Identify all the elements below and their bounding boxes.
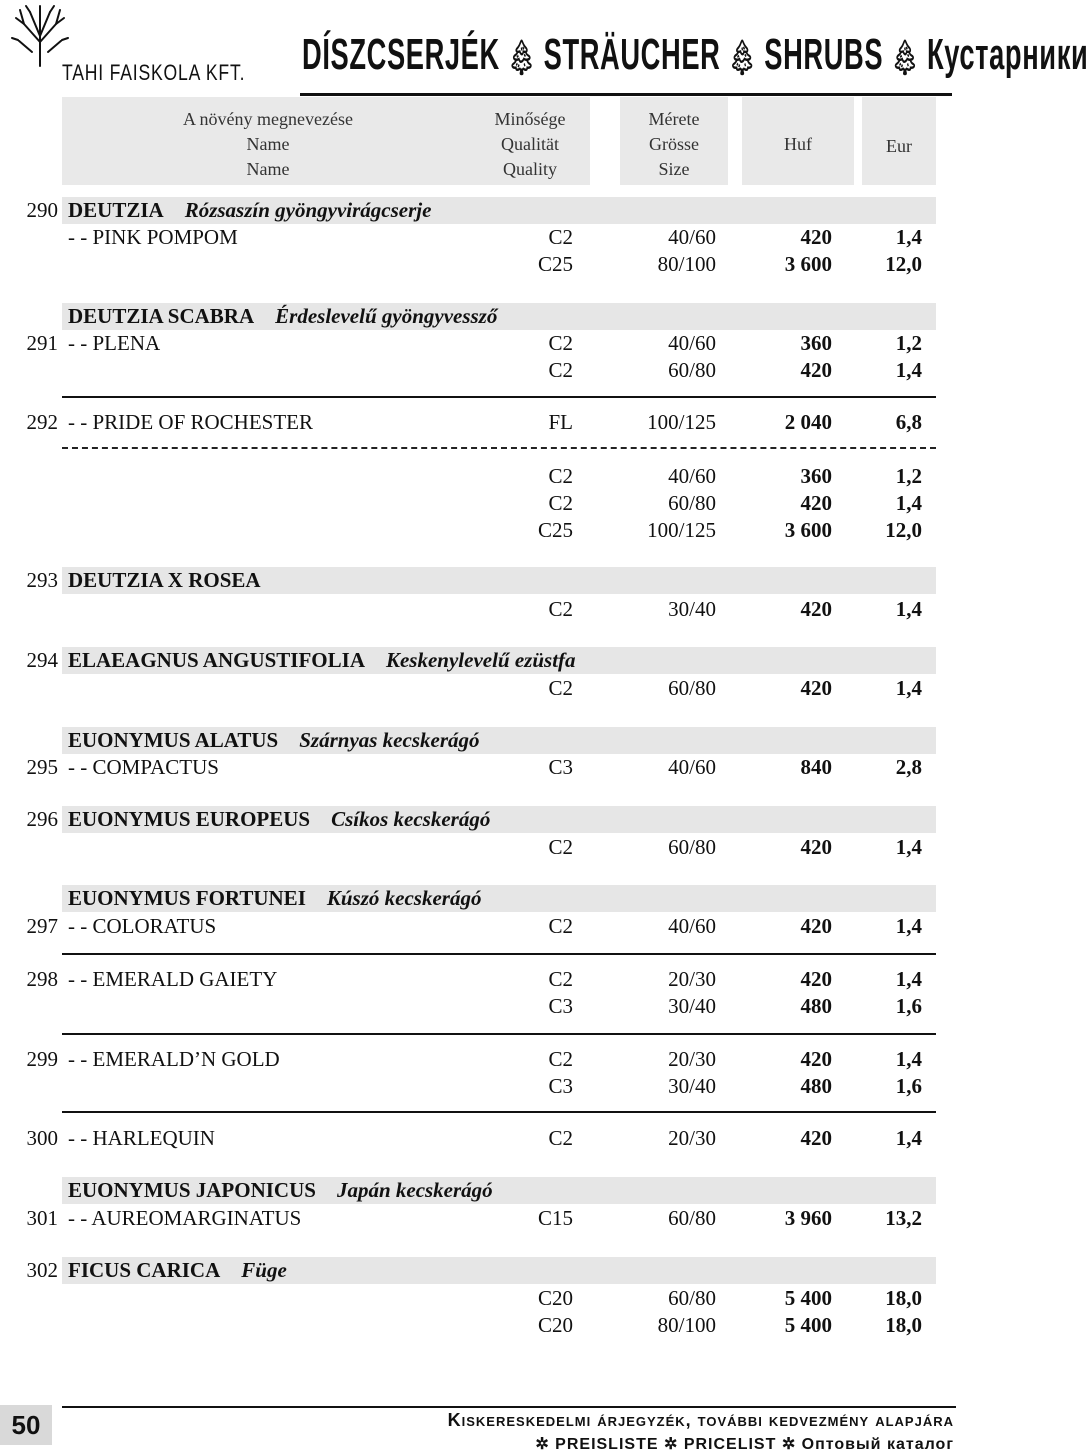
header-name-hu: A növény megnevezése [183,109,353,129]
latin-name: DEUTZIA X ROSEA [68,568,261,592]
footer-rule [62,1406,956,1408]
size-cell: 40/60 [668,464,716,488]
title-rule [300,93,952,96]
price-huf-cell: 480 [800,1074,832,1098]
size-cell: 40/60 [668,225,716,249]
plant-name [68,727,480,754]
table-row [0,330,960,357]
size-cell: 60/80 [668,1286,716,1310]
size-cell: 60/80 [668,1206,716,1230]
title-en: SHRUBS [764,30,884,79]
table-row [0,913,960,940]
quality-cell: FL [548,410,573,434]
title-de: STRÄUCHER [543,30,721,79]
table-row [0,1285,960,1312]
brand-name: TAHI FAISKOLA KFT. [62,60,246,85]
plant-name [68,647,576,674]
cultivar-name: - - COLORATUS [68,914,217,938]
price-huf-cell: 420 [800,491,832,515]
size-cell: 60/80 [668,676,716,700]
plant-name [68,1177,493,1204]
header-quality-hu: Minősége [494,109,566,129]
quality-cell: C2 [548,914,573,938]
quality-cell: C2 [548,676,573,700]
quality-cell: C2 [548,1126,573,1150]
latin-name: EUONYMUS EUROPEUS [68,807,311,831]
title-hu: DÍSZCSERJÉK [302,30,500,79]
page-number: 50 [11,1410,41,1440]
cultivar-name: - - COMPACTUS [68,755,219,779]
quality-cell: C2 [548,491,573,515]
cultivar-name: - - PLENA [68,331,161,355]
price-eur-cell: 1,6 [895,994,922,1018]
cultivar-name: - - EMERALD GAIETY [68,967,278,991]
price-huf-cell: 420 [800,1126,832,1150]
size-cell: 40/60 [668,755,716,779]
quality-cell: C2 [548,464,573,488]
table-row [0,885,960,912]
hungarian-name: Füge [241,1258,287,1282]
table-row [0,1073,960,1100]
plant-name [68,303,497,330]
item-number: 291 [26,331,58,355]
item-number: 292 [26,410,58,434]
price-huf-cell: 420 [800,967,832,991]
header-size-de: Grösse [649,134,699,154]
tree-icon: 🌲︎ [891,39,919,77]
table-row [0,647,960,674]
table-row [0,596,960,623]
table-row [0,567,960,594]
item-number: 294 [26,648,58,672]
quality-cell: C2 [548,835,573,859]
size-cell: 80/100 [657,252,716,276]
latin-name: DEUTZIA [68,198,164,222]
item-number: 293 [26,568,58,592]
price-eur-cell: 1,4 [895,1047,922,1071]
column-header-eur: Eur [886,136,912,156]
price-huf-cell: 3 600 [784,252,832,276]
price-huf-cell: 420 [800,358,832,382]
price-huf-cell: 420 [800,676,832,700]
table-row [0,224,960,251]
plant-name [68,1257,287,1284]
quality-cell: C3 [548,994,573,1018]
column-header-name [62,107,474,182]
table-row [0,1312,960,1339]
table-row [0,409,960,436]
item-number: 298 [26,967,58,991]
row-divider [62,1111,936,1113]
size-cell: 60/80 [668,491,716,515]
hungarian-name: Rózsaszín gyöngyvirágcserje [184,198,432,222]
row-divider [62,1033,936,1035]
quality-cell: C25 [537,518,573,542]
catalog-title [302,30,1088,80]
tree-icon: 🌲︎ [728,39,757,77]
footer-line-2: ✲ PREISLISTE ✲ PRICELIST ✲ Оптовый каталог [535,1436,954,1453]
price-eur-cell: 1,4 [895,676,922,700]
item-number: 290 [26,198,58,222]
size-cell: 20/30 [668,967,716,991]
size-cell: 60/80 [668,358,716,382]
table-row [0,806,960,833]
price-eur-cell: 12,0 [885,252,922,276]
price-eur-cell: 1,4 [895,597,922,621]
table-row [0,1046,960,1073]
hungarian-name: Érdeslevelű gyöngyvessző [275,304,498,328]
table-row [0,490,960,517]
price-eur-cell: 18,0 [885,1286,922,1310]
price-eur-cell: 1,2 [895,331,922,355]
hungarian-name: Csíkos kecskerágó [331,807,491,831]
column-header-quality [470,107,590,182]
price-eur-cell: 1,4 [895,835,922,859]
price-eur-cell: 12,0 [885,518,922,542]
price-eur-cell: 18,0 [885,1313,922,1337]
price-eur-cell: 1,4 [895,491,922,515]
cultivar-name: - - EMERALD’N GOLD [68,1047,280,1071]
size-cell: 30/40 [668,597,716,621]
price-huf-cell: 420 [800,225,832,249]
table-row [0,517,960,544]
plant-name [68,806,490,833]
price-eur-cell: 2,8 [895,755,922,779]
price-eur-cell: 1,2 [895,464,922,488]
hungarian-name: Keskenylevelű ezüstfa [385,648,576,672]
latin-name: ELAEAGNUS ANGUSTIFOLIA [68,648,365,672]
header-name-de: Name [246,134,290,154]
item-number: 295 [26,755,58,779]
table-row [0,754,960,781]
size-cell: 40/60 [668,914,716,938]
price-huf-cell: 360 [800,464,832,488]
size-cell: 30/40 [668,1074,716,1098]
latin-name: DEUTZIA SCABRA [68,304,255,328]
table-row [0,197,960,224]
cultivar-name: - - PINK POMPOM [68,225,238,249]
quality-cell: C2 [548,597,573,621]
row-divider [62,953,936,955]
size-cell: 20/30 [668,1047,716,1071]
cultivar-name: - - HARLEQUIN [68,1126,215,1150]
item-number: 301 [26,1206,58,1230]
price-huf-cell: 360 [800,331,832,355]
footer-line-1: Kiskereskedelmi árjegyzék, további kedvezmény alapjára [447,1410,954,1430]
price-eur-cell: 13,2 [885,1206,922,1230]
item-number: 300 [26,1126,58,1150]
table-row [0,357,960,384]
table-row [0,727,960,754]
size-cell: 80/100 [657,1313,716,1337]
table-row [0,1177,960,1204]
quality-cell: C2 [548,1047,573,1071]
price-huf-cell: 5 400 [784,1286,832,1310]
size-cell: 20/30 [668,1126,716,1150]
item-number: 302 [26,1258,58,1282]
header-size-hu: Mérete [648,109,700,129]
price-huf-cell: 840 [800,755,832,779]
item-number: 299 [26,1047,58,1071]
quality-cell: C25 [537,252,573,276]
price-eur-cell: 1,4 [895,967,922,991]
latin-name: FICUS CARICA [68,1258,221,1282]
price-huf-cell: 420 [800,835,832,859]
header-quality-de: Qualität [501,134,559,154]
table-row [0,1257,960,1284]
quality-cell: C3 [548,755,573,779]
table-row [0,463,960,490]
price-eur-cell: 1,4 [895,1126,922,1150]
price-eur-cell: 1,6 [895,1074,922,1098]
size-cell: 60/80 [668,835,716,859]
size-cell: 100/125 [647,518,716,542]
column-header-size [620,107,728,182]
quality-cell: C15 [537,1206,573,1230]
header-size-en: Size [658,159,690,179]
size-cell: 100/125 [647,410,716,434]
quality-cell: C2 [548,225,573,249]
price-huf-cell: 420 [800,1047,832,1071]
price-eur-cell: 6,8 [895,410,922,434]
cultivar-name: - - AUREOMARGINATUS [68,1206,302,1230]
plant-name [68,567,261,594]
price-huf-cell: 420 [800,597,832,621]
quality-cell: C20 [537,1313,573,1337]
item-number: 297 [26,914,58,938]
quality-cell: C2 [548,967,573,991]
title-ru: Кустарники [926,30,1088,79]
table-row [0,1125,960,1152]
header-name-en: Name [246,159,290,179]
hungarian-name: Szárnyas kecskerágó [299,728,480,752]
latin-name: EUONYMUS FORTUNEI [68,886,306,910]
quality-cell: C2 [548,331,573,355]
price-huf-cell: 5 400 [784,1313,832,1337]
price-huf-cell: 2 040 [784,410,832,434]
quality-cell: C2 [548,358,573,382]
table-row [0,1205,960,1232]
price-huf-cell: 420 [800,914,832,938]
hungarian-name: Kúszó kecskerágó [326,886,482,910]
table-row [0,251,960,278]
quality-cell: C20 [537,1286,573,1310]
row-divider [62,396,936,398]
dashed-divider [62,447,936,449]
plant-name [68,197,431,224]
price-huf-cell: 3 600 [784,518,832,542]
tree-logo [10,2,70,68]
plant-name [68,885,481,912]
price-eur-cell: 1,4 [895,358,922,382]
price-eur-cell: 1,4 [895,914,922,938]
table-row [0,993,960,1020]
header-quality-en: Quality [503,159,557,179]
table-row [0,834,960,861]
tree-icon: 🌲︎ [508,39,536,77]
item-number: 296 [26,807,58,831]
price-huf-cell: 3 960 [784,1206,832,1230]
size-cell: 40/60 [668,331,716,355]
table-row [0,303,960,330]
latin-name: EUONYMUS JAPONICUS [68,1178,316,1202]
latin-name: EUONYMUS ALATUS [68,728,279,752]
price-eur-cell: 1,4 [895,225,922,249]
table-row [0,675,960,702]
size-cell: 30/40 [668,994,716,1018]
cultivar-name: - - PRIDE OF ROCHESTER [68,410,314,434]
table-row [0,966,960,993]
column-header-huf: Huf [784,134,812,154]
hungarian-name: Japán kecskerágó [336,1178,493,1202]
quality-cell: C3 [548,1074,573,1098]
price-huf-cell: 480 [800,994,832,1018]
